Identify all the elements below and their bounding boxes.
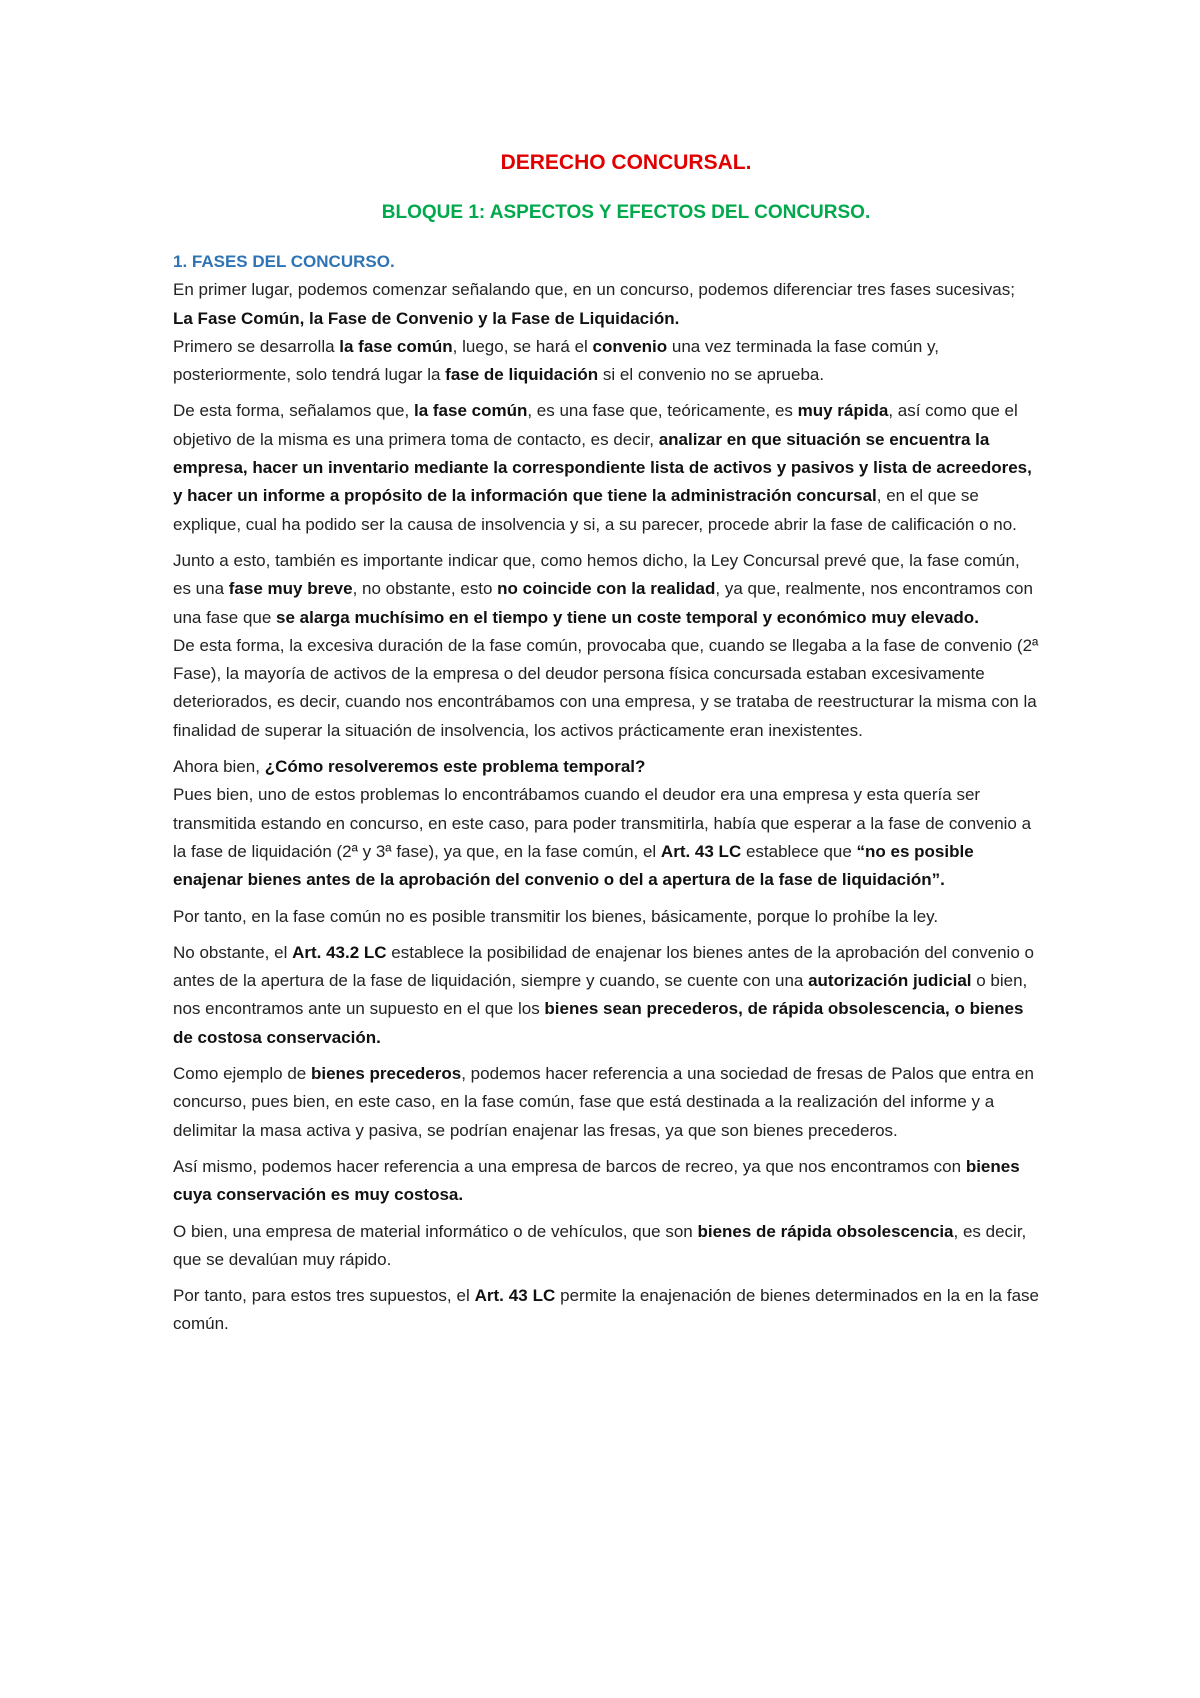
paragraph-bold-text: La Fase Común, la Fase de Convenio y la Fase de Liquidación. [173, 308, 680, 328]
paragraph-bold-text: bienes de rápida obsolescencia [697, 1221, 954, 1241]
paragraph-1 [173, 276, 1039, 333]
paragraph-text: Por tanto, en la fase común no es posible transmitir los bienes, básicamente, porque lo prohíbe la ley. [173, 906, 939, 926]
paragraph-bold-text: Art. 43 LC [474, 1286, 556, 1306]
paragraph-bold-text: ¿Cómo resolveremos este problema temporal? [264, 757, 646, 777]
paragraph-bold-text: muy rápida [797, 401, 889, 421]
paragraph-text: , ya que, realmente, nos encontramos con una fase que [173, 579, 1033, 627]
paragraph-7 [173, 781, 1039, 894]
paragraph-5 [173, 632, 1039, 745]
paragraph-text: permite la enajenación de bienes determinados en la en la fase común. [173, 1286, 1039, 1334]
paragraph-9 [173, 939, 1039, 1052]
paragraph-bold-text: se alarga muchísimo en el tiempo y tiene un coste temporal y económico muy elevado. [276, 607, 979, 627]
paragraph-text: , no obstante, esto [352, 579, 498, 599]
paragraph-text: , luego, se hará el [452, 336, 593, 356]
paragraph-text: o bien, nos encontramos ante un supuesto en el que los [173, 971, 1028, 1019]
paragraph-text: , podemos hacer referencia a una sociedad de fresas de Palos que entra en concurso, pues bien, en este caso, en la fase común, fase que está destinada a la realización del informe y a delimitar la masa activa y pasiva, se podrían enajenar las fresas, ya que son bienes precederos. [173, 1064, 1034, 1140]
paragraph-bold-text: fase de liquidación [445, 365, 599, 385]
paragraph-3 [173, 397, 1039, 538]
paragraph-bold-text: no coincide con la realidad [497, 579, 716, 599]
paragraph-bold-text: bienes sean precederos, de rápida obsolescencia, o bienes de costosa conservación. [173, 999, 1024, 1047]
paragraph-text: una vez terminada la fase común y, posteriormente, solo tendrá lugar la [173, 336, 939, 385]
paragraph-text: De esta forma, la excesiva duración de la fase común, provocaba que, cuando se llegaba a la fase de convenio (2ª Fase), la mayoría de activos de la empresa o del deudor persona física concursada estaban excesivamente deteriorados, es decir, cuando nos encontrábamos con una empresa, y se trataba de reestructurar la misma con la finalidad de superar la situación de insolvencia, los activos prácticamente eran inexistentes. [173, 635, 1039, 740]
paragraph-bold-text: convenio [592, 336, 668, 356]
paragraph-12 [173, 1218, 1039, 1275]
paragraph-bold-text: Art. 43 LC [660, 841, 742, 861]
paragraph-text: No obstante, el [173, 942, 293, 962]
paragraph-text: , en el que se explique, cual ha podido ser la causa de insolvencia y si, a su parecer, procede abrir la fase de calificación o no. [173, 486, 1017, 534]
paragraph-text: , es decir, que se devalúan muy rápido. [173, 1221, 1027, 1269]
section-heading: 1. FASES DEL CONCURSO. [173, 252, 395, 271]
paragraph-text: Primero se desarrolla [173, 336, 340, 356]
paragraph-text: si el convenio no se aprueba. [598, 365, 825, 385]
paragraph-bold-text: “no es posible enajenar bienes antes de la aprobación del convenio o del a apertura de la fase de liquidación”. [173, 841, 974, 890]
paragraph-text: O bien, una empresa de material informático o de vehículos, que son [173, 1221, 698, 1241]
document-subtitle: BLOQUE 1: ASPECTOS Y EFECTOS DEL CONCURSO. [381, 202, 871, 223]
paragraph-text: Pues bien, uno de estos problemas lo encontrábamos cuando el deudor era una empresa y esta quería ser transmitida estando en concurso, en este caso, para poder transmitirla, había que esperar a la fase de convenio a la fase de liquidación (2ª y 3ª fase), ya que, en la fase común, el [173, 785, 1032, 861]
paragraph-text: En primer lugar, podemos comenzar señalando que, en un concurso, podemos diferenciar tres fases sucesivas; [173, 280, 1015, 300]
paragraph-bold-text: bienes precederos [310, 1064, 462, 1084]
paragraph-bold-text: la fase común [413, 401, 528, 421]
paragraph-text: Por tanto, para estos tres supuestos, el [173, 1286, 475, 1306]
paragraph-10 [173, 1060, 1039, 1145]
document-body [173, 148, 1039, 1339]
paragraph-bold-text: fase muy breve [228, 579, 353, 599]
paragraph-8 [173, 903, 1039, 931]
paragraph-text: Ahora bien, [173, 757, 265, 777]
paragraph-bold-text: analizar en que situación se encuentra la empresa, hacer un inventario mediante la correspondiente lista de activos y pasivos y lista de acreedores, y hacer un informe a propósito de la información que tiene la administración concursal [173, 429, 1032, 506]
paragraph-text: Junto a esto, también es importante indicar que, como hemos dicho, la Ley Concursal prevé que, la fase común, es una [173, 550, 1020, 599]
paragraph-text: establece que [741, 841, 857, 861]
paragraph-bold-text: bienes cuya conservación es muy costosa. [173, 1156, 1020, 1205]
paragraph-text: , es una fase que, teóricamente, es [527, 401, 798, 421]
paragraph-text: Así mismo, podemos hacer referencia a una empresa de barcos de recreo, ya que nos encontramos con [173, 1156, 966, 1176]
paragraph-13 [173, 1282, 1039, 1339]
paragraph-2 [173, 333, 1039, 390]
paragraph-text: Como ejemplo de [173, 1064, 311, 1084]
paragraph-text: establece la posibilidad de enajenar los bienes antes de la aprobación del convenio o antes de la apertura de la fase de liquidación, siempre y cuando, se cuente con una [173, 942, 1034, 991]
paragraph-bold-text: Art. 43.2 LC [292, 942, 387, 962]
paragraph-text: , así como que el objetivo de la misma es una primera toma de contacto, es decir, [173, 401, 1018, 449]
paragraph-bold-text: la fase común [339, 336, 453, 356]
paragraph-4 [173, 547, 1039, 632]
paragraph-text: De esta forma, señalamos que, [173, 401, 414, 421]
paragraph-bold-text: autorización judicial [808, 971, 972, 991]
document-title: DERECHO CONCURSAL. [500, 151, 752, 174]
paragraph-11 [173, 1153, 1039, 1210]
paragraph-6 [173, 753, 1039, 781]
